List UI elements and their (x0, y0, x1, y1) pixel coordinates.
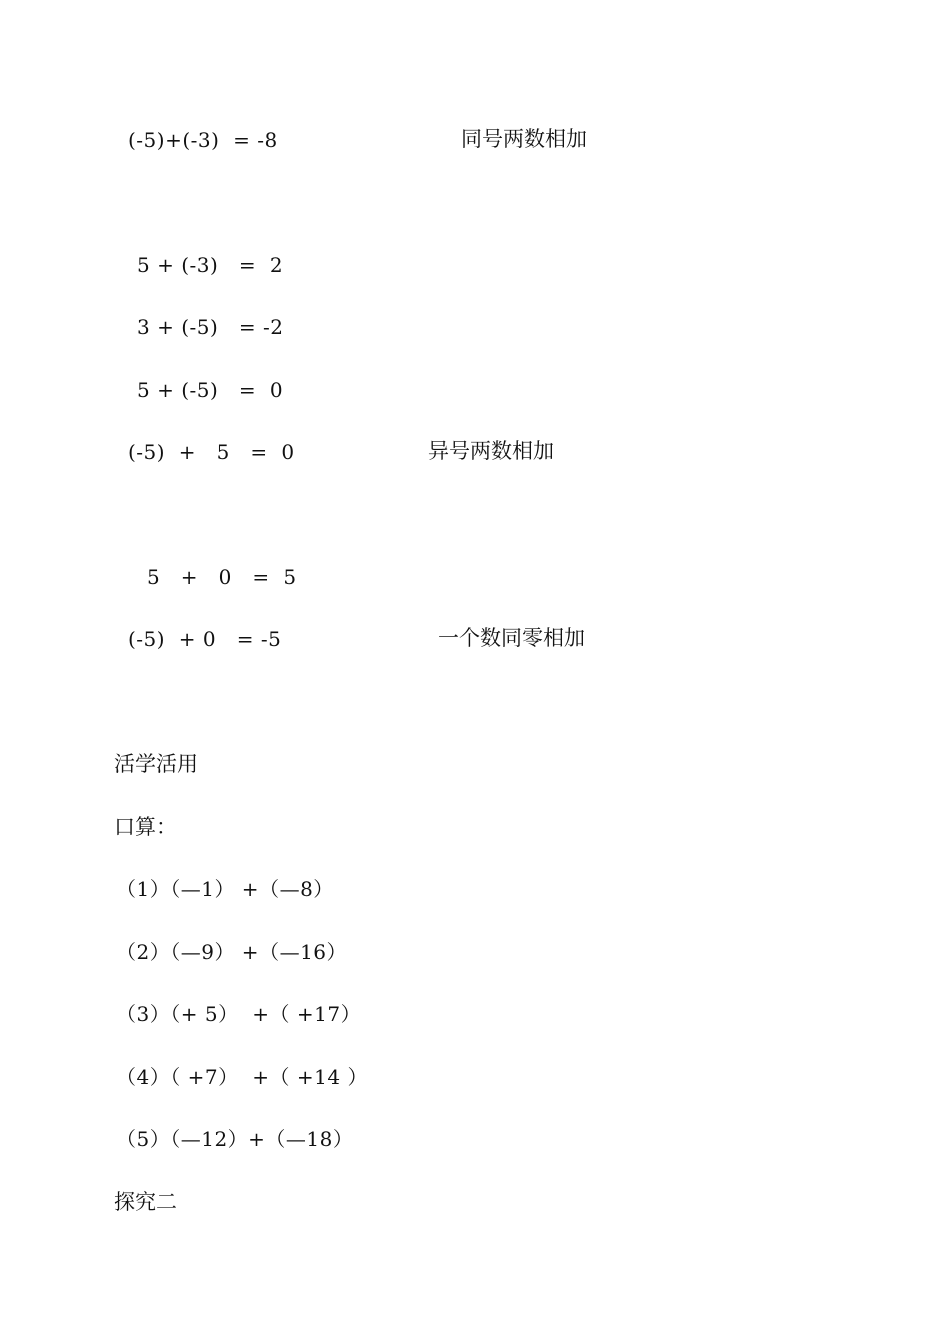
zero-add-equation-1: 5 + 0 = 5 (147, 565, 297, 589)
practice-heading: 活学活用 (114, 752, 198, 776)
practice-item-5: （5）（—12）+（—18） (116, 1127, 354, 1151)
opposite-sign-equation-1: 5 + (-3) = 2 (137, 253, 284, 277)
zero-add-equation-2: (-5) + 0 = -5 (128, 627, 282, 651)
opposite-sign-equation-4: (-5) + 5 = 0 (128, 440, 295, 464)
same-sign-label: 同号两数相加 (461, 127, 587, 151)
practice-item-1: （1）（—1） +（—8） (116, 877, 334, 901)
zero-add-label: 一个数同零相加 (438, 626, 585, 650)
opposite-sign-equation-3: 5 + (-5) = 0 (137, 378, 284, 402)
practice-subheading: 口算： (114, 815, 177, 839)
practice-item-4: （4）（ +7） +（ +14 ） (116, 1065, 368, 1089)
same-sign-equation: (-5)+(-3) = -8 (128, 128, 278, 152)
opposite-sign-equation-2: 3 + (-5) = -2 (137, 315, 284, 339)
practice-item-2: （2）（—9） +（—16） (116, 940, 348, 964)
practice-item-3: （3）（+ 5） +（ +17） (116, 1002, 362, 1026)
opposite-sign-label: 异号两数相加 (428, 439, 554, 463)
next-section-heading: 探究二 (114, 1190, 177, 1214)
